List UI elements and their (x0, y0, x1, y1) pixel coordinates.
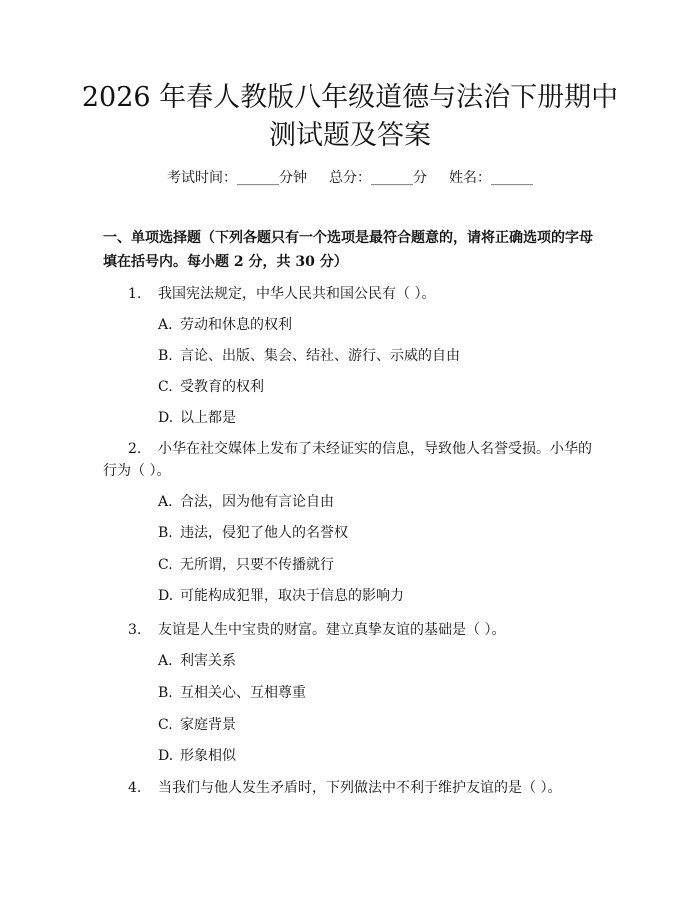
question-text: 当我们与他人发生矛盾时，下列做法中不利于维护友谊的是（ ）。 (158, 780, 562, 796)
option-letter: D. (158, 410, 174, 426)
page-title-line-2: 测试题及答案 (269, 120, 431, 151)
option-text: 劳动和休息的权利 (180, 317, 292, 333)
option-text: 形象相似 (180, 748, 236, 764)
option-2d (158, 585, 404, 607)
option-letter: A. (158, 494, 173, 510)
question-2 (103, 438, 598, 482)
question-number: 4. (128, 780, 142, 796)
option-text: 互相关心、互相尊重 (180, 685, 306, 701)
section-1-heading: 一、单项选择题（下列各题只有一个选项是最符合题意的，请将正确选项的字母填在括号内。每小题 2 分，共 30 分） (103, 230, 593, 270)
exam-time-field: 考试时间：______分钟 (167, 170, 307, 186)
option-2c (158, 554, 334, 576)
option-letter: D. (158, 588, 174, 604)
option-3d (158, 745, 236, 767)
option-letter: D. (158, 748, 174, 764)
option-3c (158, 714, 236, 736)
option-1b (158, 345, 460, 367)
option-text: 言论、出版、集会、结社、游行、示威的自由 (180, 348, 460, 364)
option-letter: A. (158, 317, 173, 333)
option-letter: C. (158, 717, 173, 733)
option-text: 以上都是 (180, 410, 236, 426)
option-text: 受教育的权利 (180, 379, 264, 395)
option-letter: B. (158, 685, 173, 701)
question-number: 2. (128, 441, 142, 457)
question-text: 友谊是人生中宝贵的财富。建立真挚友谊的基础是（ ）。 (158, 622, 506, 638)
option-text: 可能构成犯罪，取决于信息的影响力 (180, 588, 404, 604)
option-1c (158, 376, 264, 398)
question-number: 1. (128, 286, 142, 302)
exam-meta (0, 167, 700, 189)
option-text: 无所谓，只要不传播就行 (180, 557, 334, 573)
option-letter: A. (158, 653, 173, 669)
option-2a (158, 491, 334, 513)
option-3a (158, 650, 236, 672)
option-text: 合法，因为他有言论自由 (180, 494, 334, 510)
total-score-field: 总分：______分 (329, 170, 427, 186)
page-title-line-1: 2026 年春人教版八年级道德与法治下册期中 (81, 82, 619, 113)
question-text: 小华在社交媒体上发布了未经证实的信息，导致他人名誉受损。小华的行为（ ）。 (103, 441, 592, 479)
option-text: 利害关系 (180, 653, 236, 669)
option-1d (158, 407, 236, 429)
option-letter: C. (158, 379, 173, 395)
option-letter: B. (158, 348, 173, 364)
option-letter: B. (158, 525, 173, 541)
question-number: 3. (128, 622, 142, 638)
student-name-field: 姓名：______ (449, 170, 533, 186)
option-3b (158, 682, 306, 704)
option-letter: C. (158, 557, 173, 573)
option-text: 违法，侵犯了他人的名誉权 (180, 525, 348, 541)
question-text: 我国宪法规定，中华人民共和国公民有（ ）。 (158, 286, 436, 302)
option-text: 家庭背景 (180, 717, 236, 733)
option-1a (158, 314, 292, 336)
option-2b (158, 522, 348, 544)
